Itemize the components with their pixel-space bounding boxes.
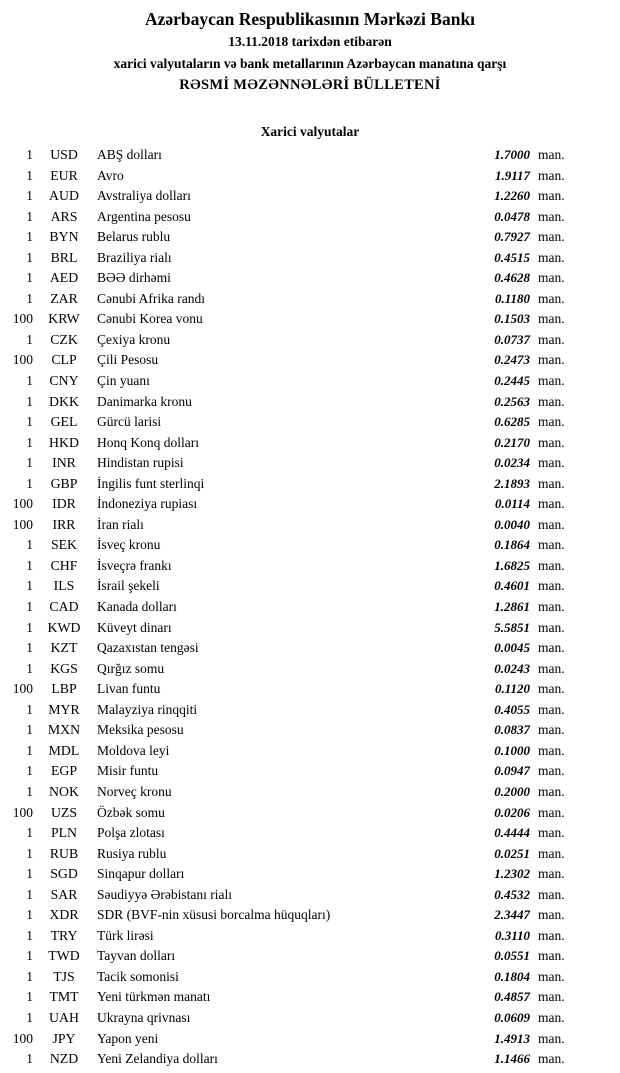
currency-name: Cənubi Afrika randı (97, 290, 205, 306)
currency-code: CHF (50, 557, 78, 573)
table-row (6, 270, 575, 291)
currency-code: UAH (49, 1009, 79, 1025)
currency-rate: 0.1180 (494, 290, 530, 306)
currency-unit: man. (538, 989, 565, 1005)
currency-unit: man. (538, 290, 565, 306)
currency-rate: 0.3110 (494, 927, 530, 943)
currency-code: USD (50, 147, 78, 162)
table-row (6, 455, 575, 476)
currency-rate: 1.4913 (494, 1030, 530, 1046)
currency-name: Yapon yeni (97, 1030, 159, 1046)
currency-amount: 100 (12, 352, 33, 368)
currency-unit: man. (538, 516, 565, 532)
currency-name: Avstraliya dolları (97, 188, 191, 204)
currency-rate: 1.7000 (494, 147, 530, 162)
currency-rate: 2.3447 (494, 907, 530, 923)
currency-unit: man. (538, 599, 565, 615)
currency-name: Tacik somonisi (97, 968, 179, 984)
currency-code: ZAR (50, 290, 78, 306)
currency-code: TJS (53, 968, 75, 984)
currency-name: Qazaxıstan tengəsi (97, 640, 199, 656)
table-row (6, 1031, 575, 1052)
currency-amount: 1 (26, 414, 33, 430)
currency-amount: 100 (12, 311, 33, 327)
table-row (6, 558, 575, 579)
table-row (6, 476, 575, 497)
currency-rate: 0.0551 (494, 948, 530, 964)
currency-name: Hindistan rupisi (97, 455, 184, 471)
currency-name: İsveçrə frankı (97, 557, 172, 573)
currency-name: Tayvan dolları (97, 948, 176, 964)
table-row (6, 702, 575, 723)
currency-name: Yeni türkmən manatı (97, 989, 211, 1005)
currency-amount: 1 (26, 783, 33, 799)
currency-amount: 1 (26, 270, 33, 286)
currency-code: IRR (52, 516, 76, 532)
currency-unit: man. (538, 537, 565, 553)
currency-code: CZK (50, 331, 78, 347)
currency-name: Livan funtu (97, 681, 161, 697)
currency-unit: man. (538, 886, 565, 902)
currency-name: Belarus rublu (97, 229, 171, 245)
currency-amount: 1 (26, 989, 33, 1005)
currency-unit: man. (538, 475, 565, 491)
currency-unit: man. (538, 681, 565, 697)
currency-name: Malayziya rinqqiti (97, 701, 198, 717)
currency-unit: man. (538, 1009, 565, 1025)
currency-name: Rusiya rublu (97, 845, 167, 861)
currency-code: CLP (51, 352, 77, 368)
currency-amount: 1 (26, 455, 33, 471)
currency-rate: 0.4515 (494, 249, 530, 265)
currency-unit: man. (538, 249, 565, 265)
currency-code: HKD (49, 434, 79, 450)
currency-amount: 1 (26, 249, 33, 265)
currency-rate: 0.0947 (494, 763, 530, 779)
currency-code: BYN (49, 229, 79, 245)
currency-code: MXN (47, 722, 81, 738)
currency-code: BRL (50, 249, 78, 265)
currency-unit: man. (538, 229, 565, 245)
currency-rate-table (0, 147, 620, 1072)
currency-unit: man. (538, 742, 565, 758)
currency-unit: man. (538, 825, 565, 841)
table-row (6, 291, 575, 312)
currency-amount: 1 (26, 886, 33, 902)
section-title-foreign-currencies: Xarici valyutalar (260, 124, 360, 139)
table-row (6, 517, 575, 538)
currency-amount: 1 (26, 393, 33, 409)
table-row (6, 496, 575, 517)
currency-unit: man. (538, 845, 565, 861)
currency-name: BƏƏ dirhəmi (97, 270, 171, 286)
currency-rate: 0.2170 (494, 434, 530, 450)
table-row (6, 414, 575, 435)
currency-name: Kanada dolları (97, 599, 177, 615)
currency-rate: 0.4532 (494, 886, 530, 902)
currency-code: AED (49, 270, 79, 286)
currency-unit: man. (538, 208, 565, 224)
currency-unit: man. (538, 414, 565, 430)
currency-amount: 1 (26, 599, 33, 615)
bulletin-header (0, 7, 620, 97)
currency-code: KGS (50, 660, 78, 676)
currency-name: Ukrayna qrivnası (97, 1009, 191, 1025)
currency-amount: 1 (26, 290, 33, 306)
currency-name: Küveyt dinarı (97, 619, 172, 635)
currency-amount: 1 (26, 331, 33, 347)
table-row (6, 989, 575, 1010)
table-row (6, 250, 575, 271)
table-row (6, 661, 575, 682)
currency-amount: 100 (12, 1030, 33, 1046)
currency-amount: 1 (26, 475, 33, 491)
currency-unit: man. (538, 866, 565, 882)
currency-unit: man. (538, 373, 565, 389)
currency-code: NZD (49, 1051, 79, 1067)
currency-name: Özbək somu (97, 804, 165, 820)
currency-code: MDL (48, 742, 80, 758)
currency-code: IDR (52, 496, 76, 512)
currency-amount: 1 (26, 763, 33, 779)
currency-amount: 1 (26, 701, 33, 717)
currency-unit: man. (538, 557, 565, 573)
currency-code: SGD (50, 866, 78, 882)
currency-rate: 1.6825 (494, 557, 530, 573)
currency-rate: 1.2302 (494, 866, 530, 882)
currency-amount: 1 (26, 537, 33, 553)
currency-name: İngilis funt sterlinqi (97, 475, 205, 491)
currency-name: Danimarka kronu (97, 393, 192, 409)
currency-rate: 0.0114 (494, 496, 530, 512)
currency-unit: man. (538, 927, 565, 943)
currency-name: Braziliya rialı (97, 249, 172, 265)
currency-name: Çili Pesosu (97, 352, 159, 368)
currency-name: Qırğız somu (97, 660, 165, 676)
currency-unit: man. (538, 907, 565, 923)
currency-unit: man. (538, 640, 565, 656)
table-row (6, 229, 575, 250)
currency-rate: 0.2445 (494, 373, 530, 389)
currency-unit: man. (538, 804, 565, 820)
table-row (6, 948, 575, 969)
currency-unit: man. (538, 578, 565, 594)
currency-code: KRW (48, 311, 80, 327)
currency-rate: 1.1466 (494, 1051, 530, 1067)
currency-code: MYR (48, 701, 80, 717)
currency-unit: man. (538, 147, 565, 162)
table-row (6, 681, 575, 702)
currency-rate: 0.2473 (494, 352, 530, 368)
table-row (6, 640, 575, 661)
currency-unit: man. (538, 783, 565, 799)
currency-unit: man. (538, 722, 565, 738)
currency-amount: 1 (26, 167, 33, 183)
currency-name: Moldova leyi (97, 742, 170, 758)
currency-code: LBP (51, 681, 77, 697)
currency-amount: 1 (26, 147, 33, 162)
currency-unit: man. (538, 763, 565, 779)
currency-name: İran rialı (97, 516, 144, 532)
currency-rate: 0.0206 (494, 804, 530, 820)
currency-name: Türk lirəsi (97, 927, 154, 943)
currency-code: TRY (50, 927, 78, 943)
currency-code: ILS (53, 578, 75, 594)
currency-code: TMT (49, 989, 79, 1005)
currency-amount: 1 (26, 208, 33, 224)
currency-amount: 1 (26, 578, 33, 594)
table-row (6, 394, 575, 415)
currency-amount: 1 (26, 188, 33, 204)
currency-amount: 1 (26, 948, 33, 964)
currency-name: İsrail şekeli (97, 578, 160, 594)
table-row (6, 332, 575, 353)
currency-amount: 1 (26, 927, 33, 943)
currency-unit: man. (538, 660, 565, 676)
bulletin-subtitle: xarici valyutaların və bank metallarının Azərbaycan manatına qarşı (113, 56, 507, 71)
table-row (6, 209, 575, 230)
currency-rate: 0.4628 (494, 270, 530, 286)
currency-unit: man. (538, 455, 565, 471)
currency-unit: man. (538, 270, 565, 286)
currency-code: UZS (50, 804, 78, 820)
currency-code: RUB (49, 845, 79, 861)
currency-rate: 0.2563 (494, 393, 530, 409)
currency-code: CAD (49, 599, 79, 615)
currency-unit: man. (538, 188, 565, 204)
table-row (6, 907, 575, 928)
currency-code: SAR (50, 886, 78, 902)
currency-amount: 1 (26, 557, 33, 573)
currency-unit: man. (538, 1051, 565, 1067)
currency-rate: 0.0234 (494, 455, 530, 471)
currency-name: İsveç kronu (97, 537, 161, 553)
currency-amount: 1 (26, 722, 33, 738)
currency-code: GEL (50, 414, 78, 430)
table-row (6, 435, 575, 456)
table-row (6, 599, 575, 620)
currency-unit: man. (538, 167, 565, 183)
currency-amount: 1 (26, 1051, 33, 1067)
table-row (6, 887, 575, 908)
currency-rate: 0.6285 (494, 414, 530, 430)
currency-name: Cənubi Korea vonu (97, 311, 203, 327)
currency-name: Argentina pesosu (97, 208, 191, 224)
currency-code: CNY (49, 373, 79, 389)
currency-amount: 100 (12, 496, 33, 512)
currency-unit: man. (538, 968, 565, 984)
currency-name: Çin yuanı (97, 373, 150, 389)
currency-name: Avro (97, 167, 124, 183)
currency-amount: 1 (26, 640, 33, 656)
currency-amount: 1 (26, 229, 33, 245)
table-row (6, 311, 575, 332)
currency-rate: 0.4444 (494, 825, 530, 841)
currency-amount: 1 (26, 825, 33, 841)
currency-rate: 0.4857 (494, 989, 530, 1005)
currency-code: NOK (49, 783, 79, 799)
currency-amount: 1 (26, 742, 33, 758)
currency-unit: man. (538, 948, 565, 964)
currency-rate: 0.2000 (494, 783, 530, 799)
currency-rate: 1.9117 (494, 167, 530, 183)
currency-name: Misir funtu (97, 763, 159, 779)
currency-rate: 0.1864 (494, 537, 530, 553)
bulletin-title: RƏSMİ MƏZƏNNƏLƏRİ BÜLLETENİ (179, 77, 441, 93)
table-row (6, 168, 575, 189)
currency-amount: 100 (12, 681, 33, 697)
table-row (6, 147, 575, 168)
currency-unit: man. (538, 496, 565, 512)
currency-code: EGP (50, 763, 78, 779)
currency-rate: 0.0609 (494, 1009, 530, 1025)
table-row (6, 1010, 575, 1031)
table-row (6, 805, 575, 826)
currency-name: Yeni Zelandiya dolları (97, 1051, 218, 1067)
table-row (6, 352, 575, 373)
effective-date: 13.11.2018 tarixdən etibarən (228, 34, 392, 49)
currency-rate: 0.4055 (494, 701, 530, 717)
currency-name: Səudiyyə Ərəbistanı rialı (97, 886, 232, 902)
currency-amount: 100 (12, 516, 33, 532)
table-row (6, 722, 575, 743)
currency-rate: 0.1503 (494, 311, 530, 327)
currency-name: Çexiya kronu (97, 331, 171, 347)
currency-code: KZT (50, 640, 78, 656)
currency-code: SEK (50, 537, 78, 553)
currency-unit: man. (538, 331, 565, 347)
currency-name: SDR (BVF-nin xüsusi borcalma hüquqları) (97, 907, 331, 923)
currency-code: XDR (49, 907, 79, 923)
currency-rate: 0.1000 (494, 742, 530, 758)
currency-unit: man. (538, 393, 565, 409)
table-row (6, 373, 575, 394)
table-row (6, 846, 575, 867)
table-row (6, 969, 575, 990)
currency-name: Meksika pesosu (97, 722, 184, 738)
currency-code: TWD (48, 948, 80, 964)
currency-code: ARS (50, 208, 78, 224)
currency-rate: 1.2861 (494, 599, 530, 615)
bank-title: Azərbaycan Respublikasının Mərkəzi Bankı (144, 9, 476, 29)
currency-rate: 0.0243 (494, 660, 530, 676)
currency-unit: man. (538, 434, 565, 450)
currency-rate: 0.0040 (494, 516, 530, 532)
currency-rate: 5.5851 (494, 619, 530, 635)
currency-code: AUD (49, 188, 79, 204)
currency-amount: 1 (26, 1009, 33, 1025)
currency-amount: 1 (26, 866, 33, 882)
table-row (6, 537, 575, 558)
table-row (6, 578, 575, 599)
currency-rate: 0.0251 (494, 845, 530, 861)
currency-unit: man. (538, 352, 565, 368)
currency-name: İndoneziya rupiası (97, 496, 198, 512)
currency-rate: 2.1893 (494, 475, 530, 491)
currency-rate: 0.0478 (494, 208, 530, 224)
currency-rate: 0.0837 (494, 722, 530, 738)
currency-amount: 1 (26, 373, 33, 389)
currency-name: Honq Konq dolları (97, 434, 199, 450)
currency-name: Polşa zlotası (97, 825, 165, 841)
currency-code: JPY (52, 1030, 76, 1046)
currency-amount: 1 (26, 434, 33, 450)
currency-amount: 1 (26, 968, 33, 984)
currency-rate: 0.0045 (494, 640, 530, 656)
table-row (6, 620, 575, 641)
currency-name: Gürcü larisi (97, 414, 162, 430)
table-row (6, 763, 575, 784)
currency-rate: 0.7927 (494, 229, 530, 245)
currency-code: INR (52, 455, 76, 471)
currency-unit: man. (538, 701, 565, 717)
currency-unit: man. (538, 1030, 565, 1046)
currency-rate: 0.4601 (494, 578, 530, 594)
currency-name: Norveç kronu (97, 783, 172, 799)
currency-rate: 0.1804 (494, 968, 530, 984)
table-row (6, 1051, 575, 1072)
table-row (6, 866, 575, 887)
currency-rate: 0.0737 (494, 331, 530, 347)
currency-name: Sinqapur dolları (97, 866, 185, 882)
currency-amount: 1 (26, 660, 33, 676)
currency-code: PLN (50, 825, 78, 841)
currency-amount: 1 (26, 845, 33, 861)
currency-code: DKK (49, 393, 79, 409)
currency-code: GBP (50, 475, 78, 491)
table-row (6, 825, 575, 846)
currency-name: ABŞ dolları (97, 147, 162, 162)
currency-amount: 1 (26, 907, 33, 923)
currency-rate: 0.1120 (494, 681, 530, 697)
currency-rate: 1.2260 (494, 188, 530, 204)
table-row (6, 743, 575, 764)
table-row (6, 188, 575, 209)
currency-code: EUR (50, 167, 78, 183)
currency-amount: 1 (26, 619, 33, 635)
currency-code: KWD (47, 619, 81, 635)
currency-amount: 100 (12, 804, 33, 820)
table-row (6, 784, 575, 805)
currency-unit: man. (538, 619, 565, 635)
table-row (6, 928, 575, 949)
currency-unit: man. (538, 311, 565, 327)
